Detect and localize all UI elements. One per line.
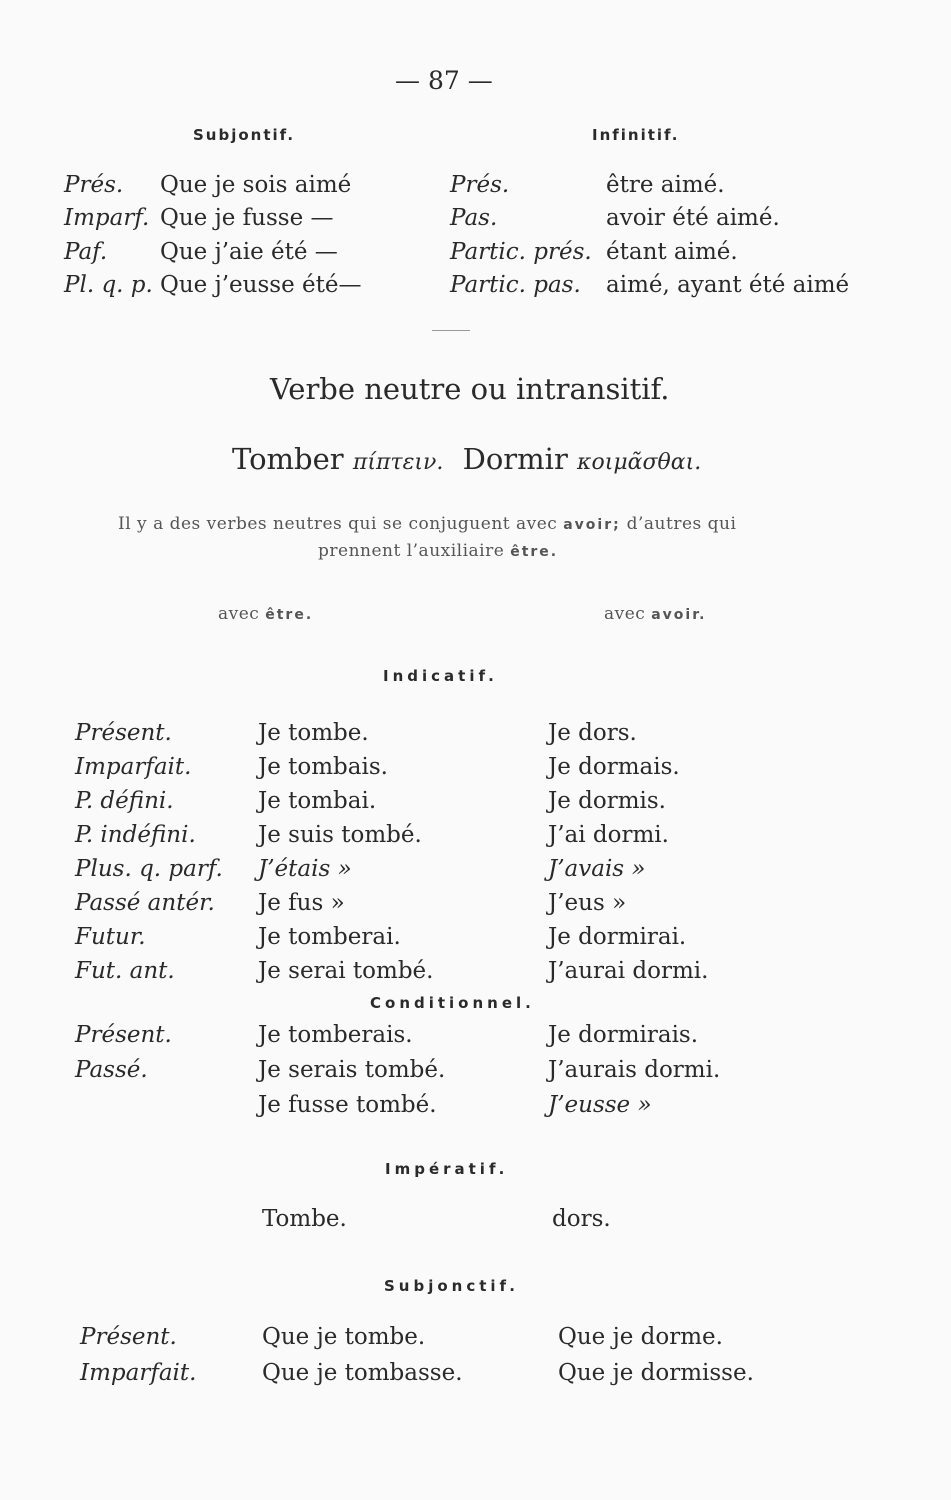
tense-label: P. indéfini. <box>75 822 196 848</box>
table-row <box>0 720 951 750</box>
inf-form: étant aimé. <box>606 239 738 265</box>
aux-prefix: avec <box>218 604 260 624</box>
aux-right <box>604 604 706 624</box>
inf-form: avoir été aimé. <box>606 205 780 231</box>
tense-label: Présent. <box>80 1324 177 1350</box>
tense-label: Fut. ant. <box>75 958 175 984</box>
tomber-form: Que je tombasse. <box>262 1360 463 1386</box>
tomber-form: Je tomberais. <box>258 1022 413 1048</box>
tomber-form: Je fus » <box>258 890 345 916</box>
tomber-form: Je suis tombé. <box>258 822 422 848</box>
inf-form: être aimé. <box>606 172 725 198</box>
dormir-form: Je dormais. <box>548 754 680 780</box>
table-row <box>0 856 951 886</box>
table-row <box>0 1360 951 1390</box>
imperatif-tomber: Tombe. <box>262 1206 347 1232</box>
subj-label: Pl. q. p. <box>64 272 153 298</box>
dormir-form: Je dormirais. <box>548 1022 699 1048</box>
imperatif-heading: Impératif. <box>385 1160 509 1178</box>
dormir-form: J’avais » <box>548 856 646 882</box>
table-row <box>0 890 951 920</box>
infinitif-heading: Infinitif. <box>592 126 680 144</box>
verb-dormir-greek: κοιμᾶσθαι. <box>577 450 702 475</box>
intro-etre: être. <box>510 544 559 560</box>
inf-label: Partic. pas. <box>450 272 581 298</box>
intro-line-1 <box>118 514 736 534</box>
table-row <box>0 958 951 988</box>
table-row <box>0 1324 951 1354</box>
conditionnel-heading: Conditionnel. <box>370 994 535 1012</box>
dormir-form: J’eusse » <box>548 1092 652 1118</box>
section-title: Verbe neutre ou intransitif. <box>270 372 670 406</box>
tense-label: Passé antér. <box>75 890 215 916</box>
dormir-form: Je dormirai. <box>548 924 687 950</box>
verb-tomber: Tomber <box>232 442 344 476</box>
tomber-form: Je tombai. <box>258 788 377 814</box>
aux-word: être. <box>265 607 314 623</box>
intro-avoir: avoir; <box>563 517 621 533</box>
intro-text: prennent l’auxiliaire <box>318 541 505 561</box>
verbs-line <box>232 442 701 476</box>
tomber-form: Je tombe. <box>258 720 369 746</box>
aux-prefix: avec <box>604 604 646 624</box>
page-number: — 87 — <box>395 66 493 95</box>
subjonctif-heading: Subjontif. <box>193 126 296 144</box>
table-row <box>0 924 951 954</box>
subj-form: Que je fusse — <box>160 205 334 231</box>
indicatif-heading: Indicatif. <box>383 667 498 685</box>
tense-label: Présent. <box>75 1022 172 1048</box>
table-row <box>0 1057 951 1087</box>
tense-label: Présent. <box>75 720 172 746</box>
separator-rule <box>432 330 470 331</box>
table-row <box>0 754 951 784</box>
subj-label: Prés. <box>64 172 124 198</box>
dormir-form: Je dors. <box>548 720 637 746</box>
intro-text: Il y a des verbes neutres qui se conjuguent avec <box>118 514 558 534</box>
table-row <box>0 788 951 818</box>
inf-label: Pas. <box>450 205 498 231</box>
verb-tomber-greek: πίπτειν. <box>352 450 444 475</box>
tense-label: Imparfait. <box>75 754 192 780</box>
tense-label: Passé. <box>75 1057 148 1083</box>
tomber-form: Je serai tombé. <box>258 958 434 984</box>
inf-label: Prés. <box>450 172 510 198</box>
aux-word: avoir. <box>651 607 707 623</box>
intro-line-2 <box>318 541 558 561</box>
tomber-form: Je serais tombé. <box>258 1057 446 1083</box>
subj-form: Que je sois aimé <box>160 172 352 198</box>
dormir-form: Que je dorme. <box>558 1324 723 1350</box>
verb-dormir: Dormir <box>462 442 568 476</box>
tense-label: P. défini. <box>75 788 174 814</box>
inf-label: Partic. prés. <box>450 239 592 265</box>
inf-form: aimé, ayant été aimé <box>606 272 850 298</box>
aux-left <box>218 604 313 624</box>
subj-label: Paf. <box>64 239 108 265</box>
subj-form: Que j’aie été — <box>160 239 338 265</box>
intro-text: d’autres qui <box>626 514 737 534</box>
subjonctif2-heading: Subjonctif. <box>384 1277 519 1295</box>
tomber-form: J’étais » <box>258 856 352 882</box>
tense-label: Futur. <box>75 924 146 950</box>
dormir-form: Que je dormisse. <box>558 1360 754 1386</box>
tomber-form: Je fusse tombé. <box>258 1092 437 1118</box>
tense-label: Imparfait. <box>80 1360 197 1386</box>
imperatif-dormir: dors. <box>552 1206 611 1232</box>
tomber-form: Je tomberai. <box>258 924 401 950</box>
subj-label: Imparf. <box>64 205 150 231</box>
dormir-form: J’aurai dormi. <box>548 958 709 984</box>
dormir-form: J’eus » <box>548 890 627 916</box>
dormir-form: Je dormis. <box>548 788 666 814</box>
tomber-form: Je tombais. <box>258 754 388 780</box>
table-row <box>0 1092 951 1122</box>
table-row <box>0 822 951 852</box>
dormir-form: J’ai dormi. <box>548 822 669 848</box>
dormir-form: J’aurais dormi. <box>548 1057 721 1083</box>
tomber-form: Que je tombe. <box>262 1324 426 1350</box>
subj-form: Que j’eusse été— <box>160 272 362 298</box>
tense-label: Plus. q. parf. <box>75 856 223 882</box>
table-row <box>0 1022 951 1052</box>
